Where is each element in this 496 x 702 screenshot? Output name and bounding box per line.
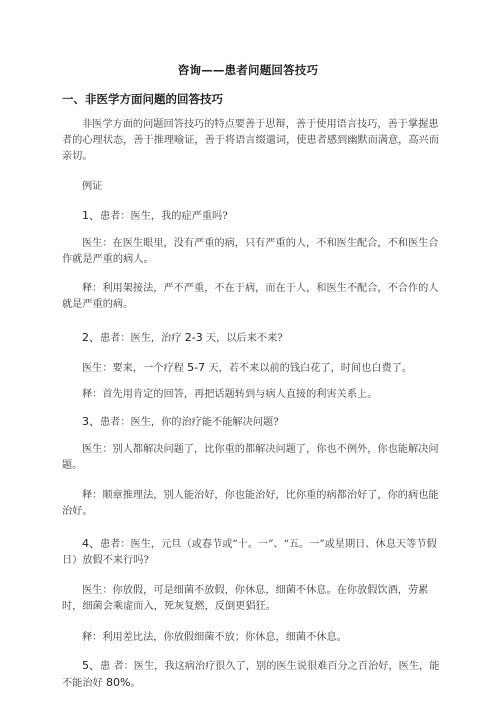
page-title: 咨询——患者问题回答技巧	[177, 63, 319, 77]
answer-2	[62, 360, 444, 377]
question-days: 2-3	[184, 331, 203, 344]
answer-text-pre: 医生：要来，一个疗程	[82, 363, 188, 374]
question-number: 1、	[82, 209, 100, 222]
question-3	[62, 414, 444, 431]
question-4	[62, 536, 444, 569]
explanation-2: 释：首先用肯定的回答，再把话题转到与病人直接的利害关系上。	[82, 389, 378, 400]
section-heading: 一、非医学方面问题的回答技巧	[62, 92, 223, 106]
question-percent: 80%	[106, 676, 131, 689]
question-text-post: 。	[130, 678, 141, 689]
explanation-3: 释：顺章推理法，别人能治好，你也能治好，比你重的病都治好了，你的病也能治好。	[62, 490, 439, 517]
question-1	[62, 208, 444, 225]
explanation-1: 释：利用架接法，严不严重，不在于病，而在于人，和医生不配合，不合作的人就是严重的病。	[62, 283, 439, 310]
question-text: 患者：医生，我的症严重吗?	[100, 211, 228, 222]
intro-paragraph: 非医学方面的问题回答技巧的特点要善于思辩，善于使用语言技巧，善于掌握患 者的心理状态，善于推理喻证，善于将语言缀遣词，使患者感到幽默而满意，高兴而亲切。	[62, 119, 439, 162]
question-text-post: 天，以后来不来?	[202, 333, 283, 344]
example-label: 例证	[82, 181, 103, 192]
answer-3: 医生：别人都解决问题了，比你重的都解决问题了，你也不例外，你也能解决问题。	[62, 444, 439, 471]
answer-1: 医生：在医生眼里，没有严重的病，只有严重的人，不和医生配合，不和医生合作就是严重的病人。	[62, 238, 439, 265]
question-2	[62, 330, 444, 347]
question-number: 2、	[82, 331, 100, 344]
question-text: 患者：医生，你的治疗能不能解决问题?	[100, 417, 279, 428]
question-number: 3、	[82, 415, 100, 428]
question-text-pre: 患者：医生，治疗	[100, 333, 185, 344]
answer-4: 医生：你放假，可是细菌不放假，你休息，细菌不休息。在你放假饮酒，劳累时，细菌会乘虚而入，死灰复燃，反倒更猖狂。	[62, 585, 429, 612]
question-text: 患者：医生，元旦（或春节或“十。一”、“五。一”或星期日、休息天等节假日）放假不来行吗?	[62, 539, 437, 566]
question-5	[62, 658, 444, 692]
answer-text-post: 天，若不来以前的钱白花了，时间也白费了。	[205, 363, 413, 374]
answer-days: 5-7	[187, 361, 206, 374]
question-text-pre: 患 者：医生，我这病治疗很久了，别的医生说很难百分之百治好，医生，能不能治好	[62, 661, 440, 689]
explanation-4: 释：利用差比法，你放假细菌不放；你休息，细菌不休息。	[82, 632, 347, 643]
question-number: 4、	[82, 537, 100, 550]
question-number: 5、	[82, 659, 100, 672]
